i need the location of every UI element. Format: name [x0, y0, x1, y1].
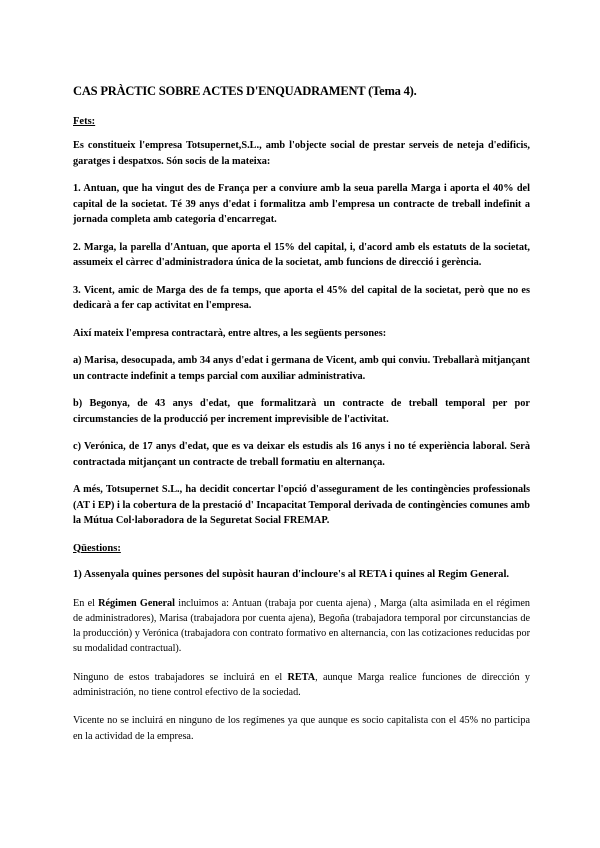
document-title: CAS PRÀCTIC SOBRE ACTES D'ENQUADRAMENT (Tema 4).: [73, 84, 417, 98]
facts-heading: Fets:: [73, 116, 96, 127]
partner-marga: 2. Marga, la parella d'Antuan, que aporta el 15% del capital, i, d'acord amb els estatuts de la societat, assumeix el càrrec d'administradora única de la societat, amb funcions de direcció i gerència.: [73, 241, 530, 268]
regimen-general-term: Régimen General: [98, 597, 175, 609]
question-1: 1) Assenyala quines persones del supòsit hauran d'incloure's al RETA i quines al Regim General.: [73, 568, 510, 580]
answer-text: Ninguno de estos trabajadores se incluirá en el: [73, 671, 288, 683]
partner-vicent: 3. Vicent, amic de Marga des de fa temps, que aporta el 45% del capital de la societat, però que no es dedicarà a fer cap activitat en l'empresa.: [73, 284, 530, 311]
answer-paragraph-vicente: Vicente no se incluirá en ninguno de los regímenes ya que aunque es socio capitalista con el 45% no participa en la actividad de la empresa.: [73, 715, 530, 742]
hires-intro: Així mateix l'empresa contractarà, entre altres, a les següents persones:: [73, 327, 387, 339]
document-page: [73, 78, 530, 744]
facts-intro: Es constitueix l'empresa Totsupernet,S.L., amb l'objecte social de prestar serveis de neteja d'edificis, garatges i despatxos. Són socis de la mateixa:: [73, 140, 530, 167]
reta-term: RETA: [287, 671, 316, 683]
answer-text: , aunque Marga realice funciones de dirección y administración, no tiene control efectivo de la sociedad.: [73, 671, 530, 698]
hire-begonya: b) Begonya, de 43 anys d'edat, que formalitzarà un contracte de treball temporal per por circumstancies de la producció per increment imprevisible de l'activitat.: [73, 398, 530, 425]
answer-text: incluimos a: Antuan (trabaja por cuenta ajena) , Marga (alta asimilada en el régimen de administradores), Marisa (trabajadora por cuenta ajena), Begoña (trabajadora temporal por circunstancias de la producción) y Verónica (trabajadora con contrato formativo en alternancia, con las cotizaciones reducidas por su modalidad contractual).: [73, 597, 531, 655]
hire-marisa: a) Marisa, desocupada, amb 34 anys d'edat i germana de Vicent, amb qui conviu. Treballarà mitjançant un contracte indefinit a temps parcial com auxiliar administrativa.: [73, 355, 530, 382]
answer-paragraph-reta: [73, 670, 530, 701]
partner-antuan: 1. Antuan, que ha vingut des de França per a conviure amb la seua parella Marga i aporta el 40% del capital de la societat. Té 39 anys d'edat i formalitza amb l'empresa un contracte de treball indefinit a jornada completa amb categoria d'encarregat.: [73, 183, 530, 225]
insurance-paragraph: A més, Totsupernet S.L., ha decidit concertar l'opció d'assegurament de les contingències professionals (AT i EP) i la cobertura de la prestació d' Incapacitat Temporal derivada de contingències comunes amb la Mútua Col·laboradora de la Seguretat Social FREMAP.: [73, 484, 530, 526]
questions-heading: Qüestions:: [73, 542, 121, 554]
answer-paragraph-general: [73, 596, 530, 657]
answer-text: En el: [73, 597, 99, 609]
hire-veronica: c) Verónica, de 17 anys d'edat, que es va deixar els estudis als 16 anys i no té experiència laboral. Serà contractada mitjançant un contracte de treball formatiu en alternança.: [73, 441, 530, 468]
